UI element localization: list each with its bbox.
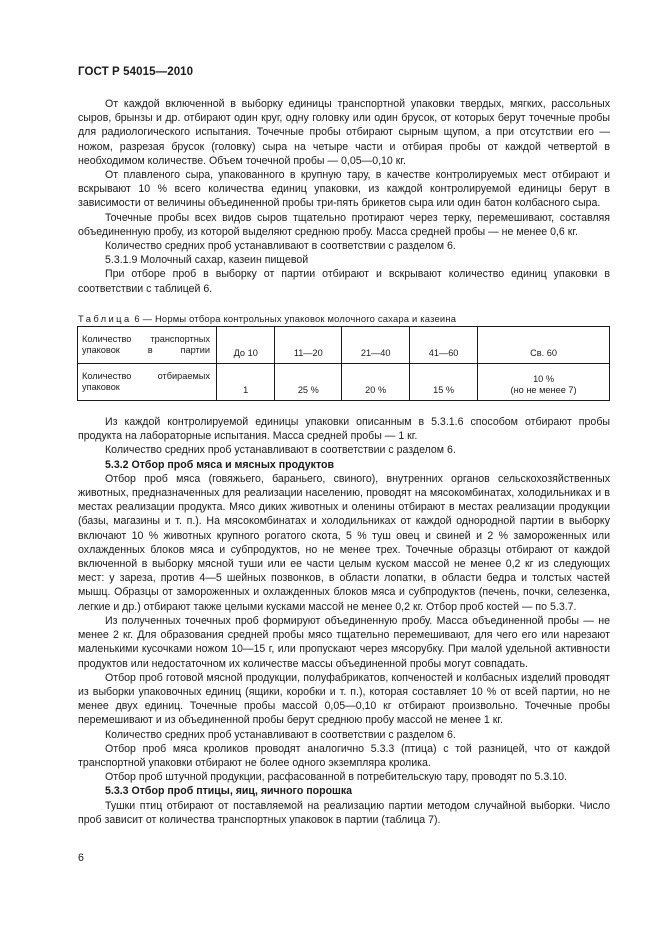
cell-line: (но не менее 7) [510, 385, 577, 396]
section-heading: 5.3.3 Отбор проб птицы, яиц, яичного порошка [105, 785, 353, 798]
table-cell: 21—40 [342, 327, 410, 364]
table-cell: 20 % [342, 364, 410, 401]
paragraph: Из каждой контролируемой единицы упаковки описанным в 5.3.1.6 способом отбирают пробы продукта на лабораторные испытания. Масса средней пробы — 1 кг. [78, 416, 610, 443]
section-heading: 5.3.2 Отбор проб мяса и мясных продуктов [105, 458, 334, 471]
row-label-packages: Количество транспортных упаковок в партии [78, 327, 217, 364]
table-cell: 11—20 [275, 327, 342, 364]
document-header: ГОСТ Р 54015—2010 [78, 66, 194, 78]
subsection-heading: 5.3.1.9 Молочный сахар, казеин пищевой [105, 254, 309, 267]
paragraph: Отбор проб мяса кроликов проводят аналогично 5.3.3 (птица) с той разницей, что от каждой транспортной упаковки отбирают не более одного экземпляра кролика. [78, 742, 610, 769]
cell-line: 10 % [533, 374, 555, 385]
paragraph: Количество средних проб устанавливают в соответствии с разделом 6. [105, 444, 456, 457]
paragraph: Количество средних проб устанавливают в соответствии с разделом 6. [105, 240, 456, 253]
table-cell: Св. 60 [478, 327, 610, 364]
table-caption-text: 6 — Нормы отбора контрольных упаковок молочного сахара и казеина [131, 312, 457, 324]
paragraph: От каждой включенной в выборку единицы транспортной упаковки твердых, мягких, рассольных сыров, брынзы и др. отбирают один круг, одну головку или один брусок, от которых берут точечные пробы для радиологического испытания. Точечные пробы отбирают сырным щупом, а при отсутствии его — ножом, разрезая брусок (головку) сыра на четыре части и отбирая пробы от каждой четвертой в необходимом количестве. Объем точечной пробы — 0,05—0,10 кг. [78, 98, 610, 167]
table-caption-word: Таблица [78, 312, 132, 324]
table-cell: 25 % [275, 364, 342, 401]
table-caption [78, 312, 610, 326]
row-label-selected: Количество отбираемых упаковок [78, 364, 217, 401]
table-cell: 15 % [410, 364, 478, 401]
paragraph: Количество средних проб устанавливают в соответствии с разделом 6. [105, 728, 456, 741]
document-body [78, 97, 610, 827]
paragraph: Отбор проб готовой мясной продукции, полуфабрикатов, копченостей и колбасных изделий проводят из выборки упаковочных единиц (ящики, коробки и т. п.), которая составляет 10 % от всей партии, но не менее двух единиц. Точечные пробы массой 0,05—0,10 кг отбирают произвольно. Точечные пробы перемешивают и из объединенной пробы берут среднюю пробу массой не менее 1 кг. [78, 671, 610, 727]
paragraph: Тушки птиц отбирают от поставляемой на реализацию партии методом случайной выборки. Число проб зависит от количества транспортных упаковок в партии (таблица 7). [78, 799, 610, 826]
paragraph: Отбор проб мяса (говяжьего, бараньего, свиного), внутренних органов сельскохозяйственных животных, предназначенных для реализации населению, проводят на мясокомбинатах, холодильниках и в местах реализации продукта. Мясо диких животных и оленины отбирают в местах реализации продукции (базы, магазины и т. п.). На мясокомбинатах и холодильниках от каждой однородной партии в выборку включают 10 % животных крупного рогатого скота, 5 % туш овец и свиней и 2 % замороженных или охлажденных блоков мяса и субпродуктов, но не менее трех. Точечные образцы отбирают от каждой включенной в выборку мясной туши или ее части целым куском массой не менее 0,2 кг из следующих мест: у зареза, против 4—5 шейных позвонков, в области лопатки, в области бедра и толстых частей мышц. Образцы от замороженных и охлажденных блоков мяса и субпродуктов (печень, почки, селезенка, легкие и др.) отбирают также целыми кусками массой не менее 0,2 кг. Отбор проб костей — по 5.3.7. [78, 472, 610, 613]
paragraph: Точечные пробы всех видов сыров тщательно протирают через терку, перемешивают, составляя объединенную пробу, из которой выделяют среднюю пробу. Масса средней пробы — не менее 0,6 кг. [78, 211, 610, 238]
paragraph: Отбор проб штучной продукции, расфасованной в потребительскую тару, проводят по 5.3.10. [105, 771, 567, 784]
norms-table [77, 326, 610, 401]
page-number: 6 [78, 852, 84, 864]
paragraph: От плавленого сыра, упакованного в крупную тару, в качестве контролируемых мест отбирают и вскрывают 10 % всего количества единиц упаковки, из каждой контролируемой единицы берут в зависимости от величины объединенной пробы три-пять брикетов сыра или один батон колбасного сыра. [78, 169, 610, 210]
table-cell: До 10 [217, 327, 275, 364]
paragraph: Из полученных точечных проб формируют объединенную пробу. Масса объединенной пробы — не менее 2 кг. Для образования средней пробы мясо тщательно перемешивают, для чего его или нарезают маленькими кусочками ножом 10—15 г, или пропускают через мясорубку. При малой удельной активности продуктов или недостаточном их количестве массы объединенной пробы могут совпадать. [78, 614, 610, 670]
table-cell: 1 [217, 364, 275, 401]
table-cell: 41—60 [410, 327, 478, 364]
table-row [78, 364, 610, 401]
paragraph: При отборе проб в выборку от партии отбирают и вскрывают количество единиц упаковки в соответствии с таблицей 6. [78, 268, 610, 295]
table-cell [478, 364, 610, 401]
table-row [78, 327, 610, 364]
